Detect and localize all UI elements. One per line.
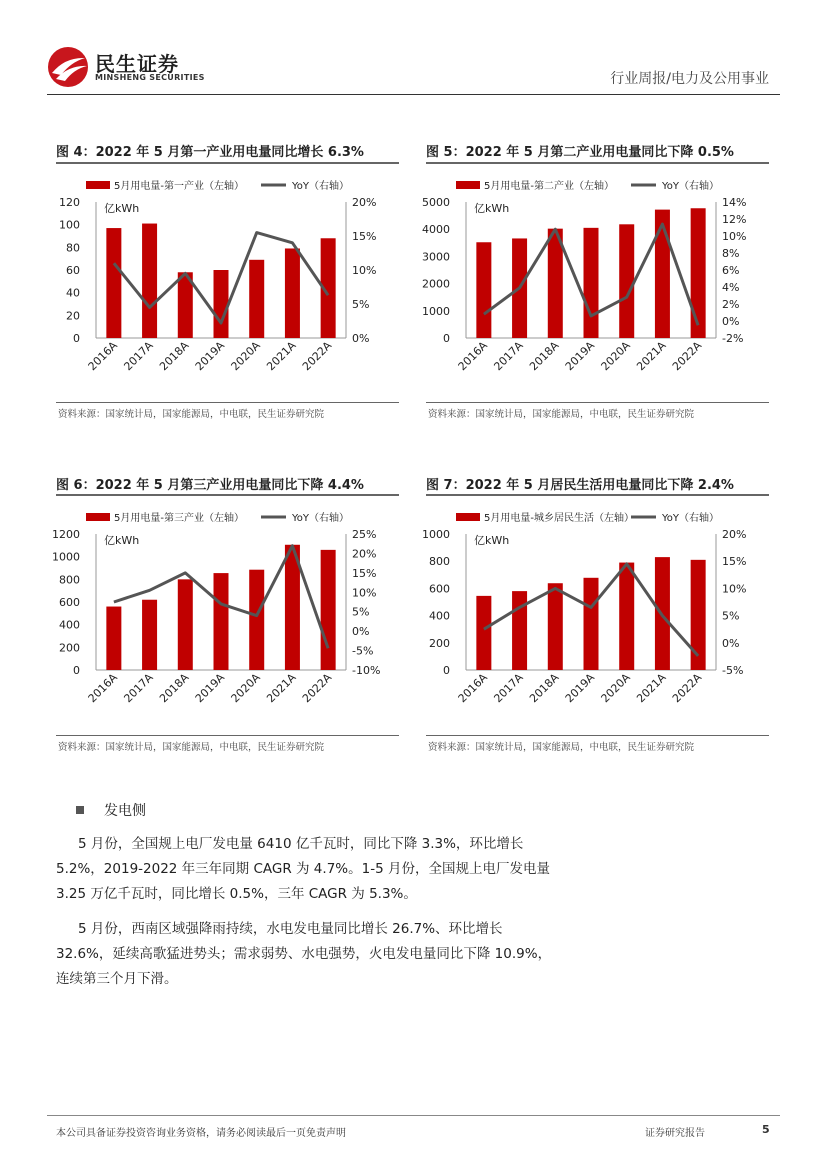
bar-2019A (584, 578, 599, 670)
right-tick-label: 5% (722, 609, 740, 623)
right-tick-label: 2% (722, 298, 740, 311)
left-tick-label: 60 (66, 264, 80, 277)
legend-bar-swatch (456, 513, 480, 521)
right-tick-label: 6% (722, 264, 740, 277)
figure-5-title-rule (426, 162, 769, 164)
category-label: 2016A (455, 670, 490, 706)
category-label: 2019A (192, 670, 228, 706)
category-label: 2022A (299, 338, 335, 374)
left-tick-label: 200 (429, 636, 450, 650)
right-tick-label: -2% (722, 332, 744, 345)
legend-bar-label: 5月用电量-第一产业（左轴） (114, 181, 244, 192)
bar-2016A (106, 228, 121, 338)
figure-5-source-rule (426, 402, 769, 403)
figure-5-chart (422, 172, 769, 400)
left-tick-label: 1000 (422, 528, 450, 541)
right-tick-label: 20% (722, 528, 747, 541)
figure-5-source: 资料来源：国家统计局，国家能源局，中电联，民生证券研究院 (428, 409, 695, 420)
page-number: 5 (762, 1123, 770, 1136)
category-label: 2020A (228, 670, 263, 706)
figure-6-title-rule (56, 494, 399, 496)
right-tick-label: 20% (352, 547, 377, 561)
category-label: 2018A (527, 670, 562, 706)
right-tick-label: 4% (722, 281, 740, 294)
right-tick-label: 25% (352, 528, 377, 541)
bar-2021A (655, 210, 670, 338)
figure-7-chart (422, 504, 769, 732)
bar-2022A (691, 560, 706, 670)
figure-6-title: 图 6：2022 年 5 月第三产业用电量同比下降 4.4% (56, 478, 364, 493)
unit-label: 亿kWh (104, 534, 140, 547)
category-label: 2022A (669, 338, 705, 374)
legend-bar-label: 5月用电量-城乡居民生活（左轴） (484, 513, 634, 524)
footer-divider (47, 1115, 780, 1116)
brand-name-en: MINSHENG SECURITIES (95, 73, 205, 82)
category-label: 2020A (598, 338, 633, 374)
figure-4-source: 资料来源：国家统计局，国家能源局，中电联，民生证券研究院 (58, 409, 325, 420)
figure-4-title-rule (56, 162, 399, 164)
report-category: 行业周报/电力及公用事业 (610, 71, 769, 87)
category-label: 2022A (669, 670, 705, 706)
brand-name-cn: 民生证券 (95, 52, 179, 76)
left-tick-label: 800 (429, 555, 450, 569)
category-label: 2020A (228, 338, 263, 374)
logo-emblem-icon (47, 45, 91, 89)
right-tick-label: 0% (352, 625, 370, 639)
figure-7-source: 资料来源：国家统计局，国家能源局，中电联，民生证券研究院 (428, 742, 695, 753)
left-tick-label: 0 (443, 664, 450, 677)
bar-2022A (321, 550, 336, 670)
left-tick-label: 0 (73, 664, 80, 677)
bar-2021A (285, 248, 300, 338)
left-tick-label: 0 (73, 332, 80, 345)
legend-line-label: YoY（右轴） (292, 513, 350, 524)
bar-2019A (214, 270, 229, 338)
left-tick-label: 5000 (422, 196, 450, 209)
category-label: 2016A (85, 670, 120, 706)
left-tick-label: 600 (59, 596, 80, 609)
left-tick-label: 1000 (52, 550, 80, 564)
figure-6-chart (52, 504, 399, 732)
section-bullet-icon (76, 806, 84, 814)
right-tick-label: 8% (722, 247, 740, 260)
bar-2020A (619, 224, 634, 338)
header-divider (47, 94, 780, 95)
section-body (56, 832, 556, 992)
right-tick-label: 14% (722, 196, 747, 209)
left-tick-label: 1200 (52, 528, 80, 541)
bar-2020A (249, 260, 264, 338)
left-tick-label: 120 (59, 196, 80, 209)
bar-2017A (142, 600, 157, 670)
legend-bar-label: 5月用电量-第三产业（左轴） (114, 513, 244, 524)
category-label: 2021A (634, 670, 669, 706)
left-tick-label: 800 (59, 573, 80, 587)
left-tick-label: 80 (66, 241, 80, 255)
category-label: 2017A (491, 670, 526, 706)
right-tick-label: 20% (352, 196, 377, 209)
left-tick-label: 400 (59, 618, 80, 632)
right-tick-label: -10% (352, 664, 381, 677)
unit-label: 亿kWh (104, 202, 140, 215)
left-tick-label: 400 (429, 609, 450, 623)
bar-2020A (249, 570, 264, 670)
left-tick-label: 2000 (422, 277, 450, 291)
right-tick-label: 10% (352, 264, 377, 277)
category-label: 2019A (562, 338, 598, 374)
left-tick-label: 1000 (422, 304, 450, 318)
left-tick-label: 3000 (422, 250, 450, 264)
bar-2018A (548, 583, 563, 670)
legend-bar-label: 5月用电量-第二产业（左轴） (484, 181, 614, 192)
figure-4-source-rule (56, 402, 399, 403)
right-tick-label: 12% (722, 213, 747, 226)
right-tick-label: 15% (722, 555, 747, 569)
category-label: 2017A (121, 670, 156, 706)
legend-bar-swatch (86, 513, 110, 521)
figure-7-title-rule (426, 494, 769, 496)
category-label: 2019A (192, 338, 228, 374)
category-label: 2021A (634, 338, 669, 374)
bar-2017A (142, 224, 157, 338)
right-tick-label: 0% (352, 332, 370, 345)
left-tick-label: 600 (429, 582, 450, 596)
figure-4-title: 图 4：2022 年 5 月第一产业用电量同比增长 6.3% (56, 145, 364, 160)
category-label: 2016A (85, 338, 120, 374)
bar-2018A (178, 579, 193, 670)
right-tick-label: 10% (722, 230, 747, 243)
figure-5-title: 图 5：2022 年 5 月第二产业用电量同比下降 0.5% (426, 145, 734, 160)
figure-4-chart (56, 172, 399, 400)
left-tick-label: 20 (66, 309, 80, 323)
legend-line-label: YoY（右轴） (292, 181, 350, 192)
legend-bar-swatch (86, 181, 110, 189)
bar-2016A (476, 242, 491, 338)
category-label: 2018A (157, 338, 192, 374)
category-label: 2021A (264, 670, 299, 706)
right-tick-label: 10% (352, 586, 377, 600)
category-label: 2018A (527, 338, 562, 374)
bar-2016A (106, 607, 121, 670)
category-label: 2018A (157, 670, 192, 706)
category-label: 2017A (491, 338, 526, 374)
left-tick-label: 4000 (422, 223, 450, 237)
right-tick-label: -5% (722, 664, 744, 677)
bar-2019A (214, 573, 229, 670)
right-tick-label: 15% (352, 566, 377, 580)
right-tick-label: 5% (352, 298, 370, 311)
category-label: 2022A (299, 670, 335, 706)
right-tick-label: 10% (722, 582, 747, 596)
bar-2019A (584, 228, 599, 338)
legend-line-label: YoY（右轴） (662, 181, 720, 192)
category-label: 2017A (121, 338, 156, 374)
unit-label: 亿kWh (474, 534, 510, 547)
unit-label: 亿kWh (474, 202, 510, 215)
category-label: 2016A (455, 338, 490, 374)
left-tick-label: 200 (59, 641, 80, 655)
right-tick-label: -5% (352, 644, 374, 658)
left-tick-label: 100 (59, 218, 80, 232)
category-label: 2019A (562, 670, 598, 706)
legend-bar-swatch (456, 181, 480, 189)
paragraph-2: 5 月份，西南区域强降雨持续，水电发电量同比增长 26.7%、环比增长 32.6%，延续高歌猛进势头；需求弱势、水电强势，火电发电量同比下降 10.9%，连续第三个月下滑。 (56, 921, 552, 987)
category-label: 2020A (598, 670, 633, 706)
figure-7-source-rule (426, 735, 769, 736)
section-heading: 发电侧 (104, 803, 146, 819)
left-tick-label: 40 (66, 286, 80, 300)
paragraph-1: 5 月份，全国规上电厂发电量 6410 亿千瓦时，同比下降 3.3%，环比增长 5.2%，2019-2022 年三年同期 CAGR 为 4.7%。1-5 月份，全国规上电厂发电量 3.25 万亿千瓦时，同比增长 0.5%，三年 CAGR 为 5.3%。 (56, 836, 550, 902)
category-label: 2021A (264, 338, 299, 374)
figure-6-source: 资料来源：国家统计局，国家能源局，中电联，民生证券研究院 (58, 742, 325, 753)
left-tick-label: 0 (443, 332, 450, 345)
right-tick-label: 5% (352, 605, 370, 619)
figure-6-source-rule (56, 735, 399, 736)
right-tick-label: 0% (722, 315, 740, 328)
bar-2020A (619, 563, 634, 670)
footer-report-type: 证券研究报告 (645, 1128, 705, 1139)
bar-2022A (691, 208, 706, 338)
bar-2016A (476, 596, 491, 670)
figure-7-title: 图 7：2022 年 5 月居民生活用电量同比下降 2.4% (426, 478, 734, 493)
right-tick-label: 0% (722, 636, 740, 650)
footer-disclaimer: 本公司具备证券投资咨询业务资格，请务必阅读最后一页免责声明 (56, 1128, 346, 1139)
right-tick-label: 15% (352, 230, 377, 243)
legend-line-label: YoY（右轴） (662, 513, 720, 524)
